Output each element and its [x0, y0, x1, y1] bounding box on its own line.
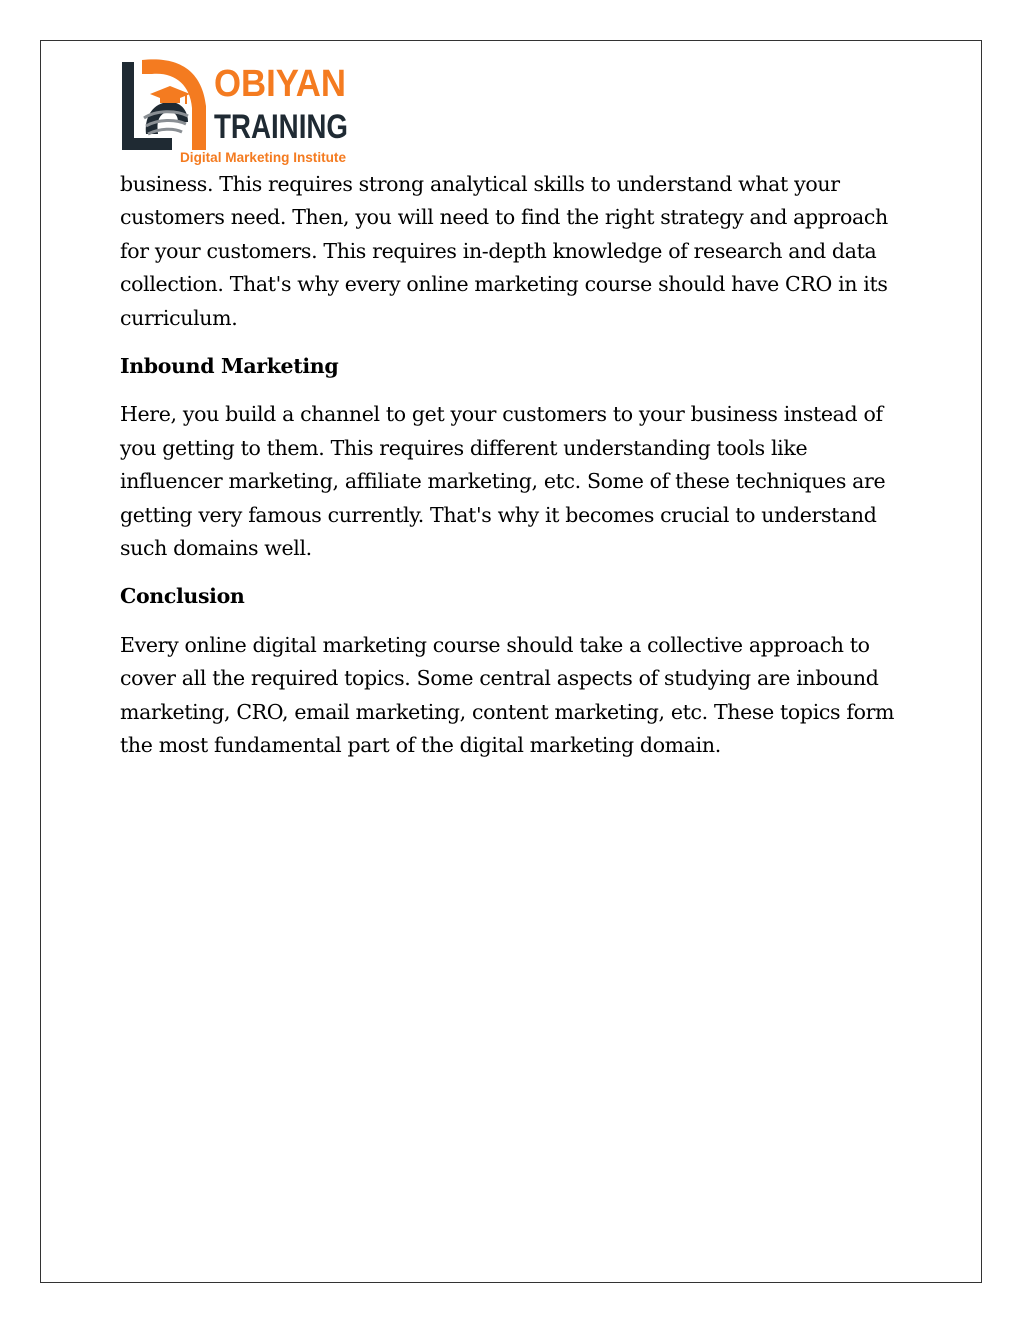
logo-brand-line1: OBIYAN [214, 63, 346, 105]
logo-brand-line2: TRAINING [214, 108, 348, 146]
obiyan-training-logo [120, 56, 360, 166]
inbound-marketing-heading: Inbound Marketing [120, 354, 339, 379]
conclusion-heading: Conclusion [120, 584, 245, 609]
logo-tagline: Digital Marketing Institute [180, 149, 347, 165]
document-body [120, 168, 910, 778]
intro-paragraph: business. This requires strong analytical skills to understand what your customers need. Then, you will need to find the right strategy and approach for your customers. This requires in-depth knowledge of research and data collection. That's why every online marketing course should have CRO in its curriculum. [120, 172, 888, 330]
inbound-marketing-paragraph: Here, you build a channel to get your customers to your business instead of you getting to them. This requires different understanding tools like influencer marketing, affiliate marketing, etc. Some of these techniques are getting very famous currently. That's why it becomes crucial to understand such domains well. [120, 402, 886, 561]
logo-graphic [120, 56, 360, 166]
conclusion-paragraph: Every online digital marketing course should take a collective approach to cover all the required topics. Some central aspects of studying are inbound marketing, CRO, email marketing, content marketing, etc. These topics form the most fundamental part of the digital marketing domain. [120, 632, 895, 758]
